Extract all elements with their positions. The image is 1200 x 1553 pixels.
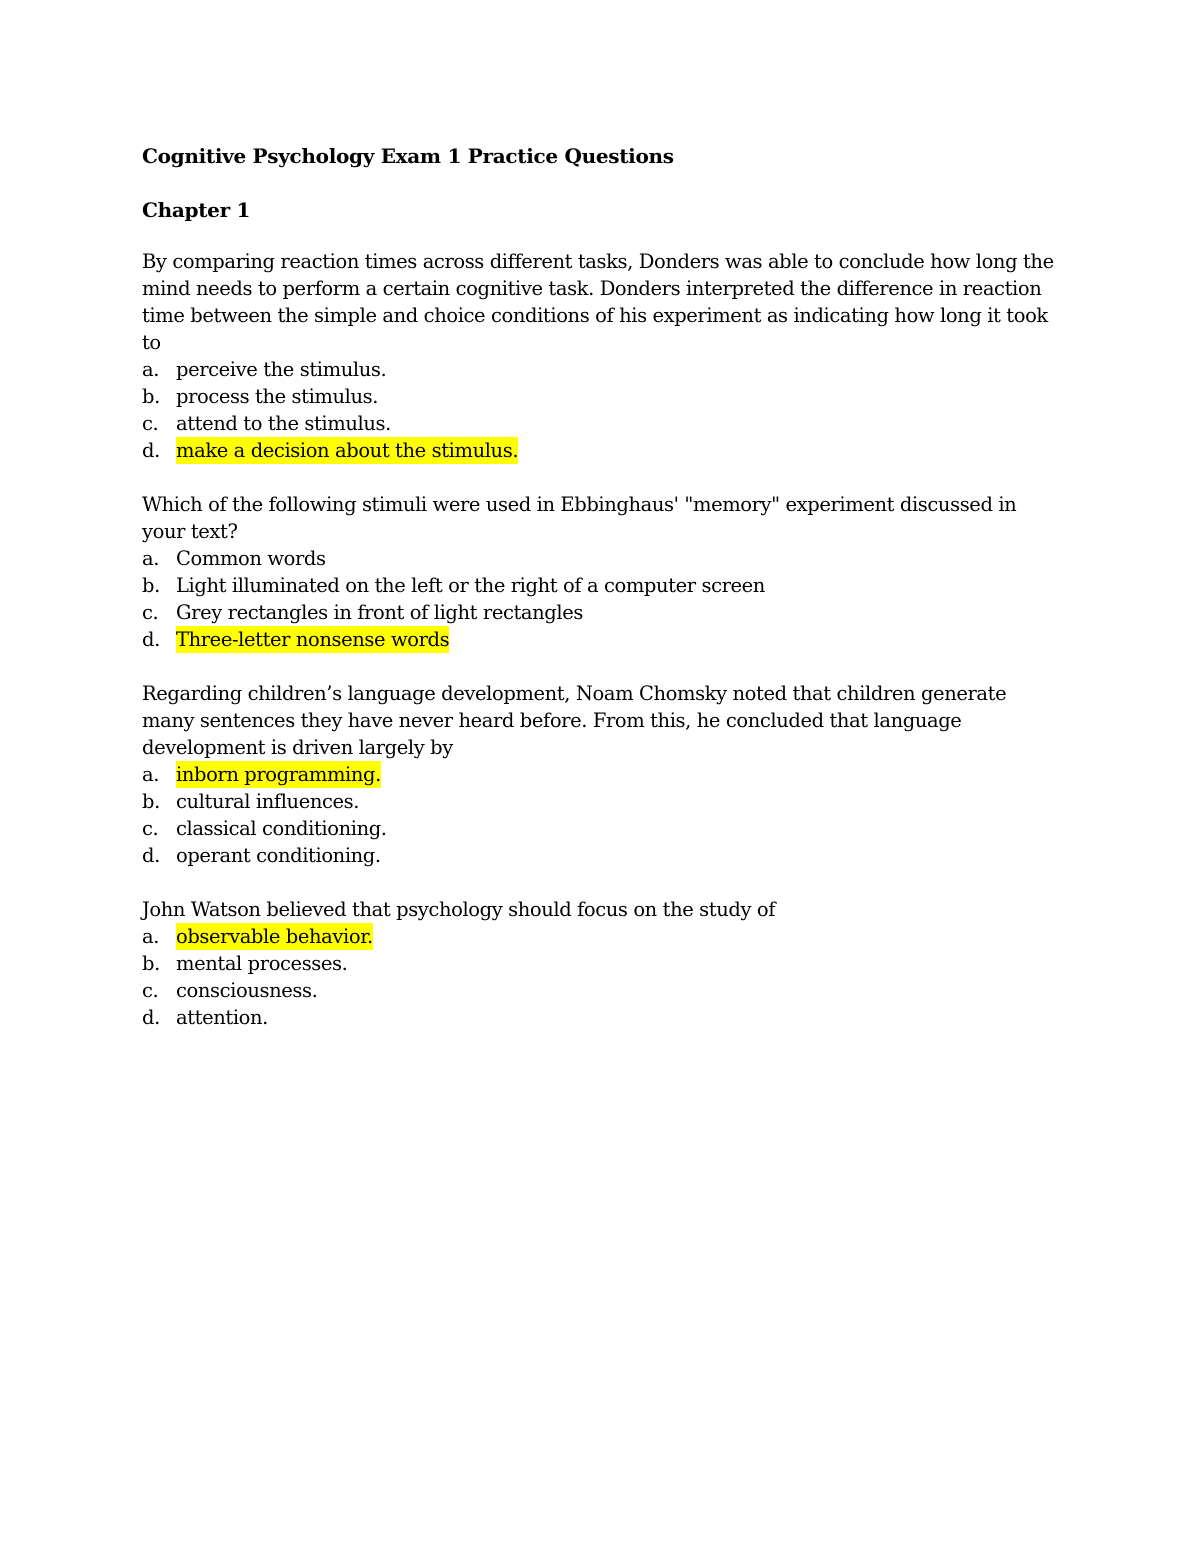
answer-option bbox=[142, 1004, 1062, 1031]
option-text: Common words bbox=[176, 547, 326, 570]
question-stem: By comparing reaction times across different tasks, Donders was able to conclude how long the mind needs to perform a certain cognitive task. Donders interpreted the difference in reaction time between the simple and choice conditions of his experiment as indicating how long it took to bbox=[142, 250, 1054, 354]
option-letter: b. bbox=[142, 385, 160, 408]
answer-option bbox=[142, 437, 1062, 464]
option-letter: a. bbox=[142, 925, 160, 948]
option-text: cultural influences. bbox=[176, 790, 360, 813]
answer-option bbox=[142, 923, 1062, 950]
option-letter: d. bbox=[142, 1006, 160, 1029]
option-letter: b. bbox=[142, 574, 160, 597]
question-4 bbox=[142, 896, 1062, 1031]
option-letter: a. bbox=[142, 763, 160, 786]
answer-option bbox=[142, 761, 1062, 788]
option-letter: c. bbox=[142, 601, 159, 624]
answer-option bbox=[142, 950, 1062, 977]
chapter-heading: Chapter 1 bbox=[142, 198, 251, 222]
option-text: Grey rectangles in front of light rectangles bbox=[176, 601, 583, 624]
question-stem: Regarding children’s language development, Noam Chomsky noted that children generate many sentences they have never heard before. From this, he concluded that language development is driven largely by bbox=[142, 682, 1007, 759]
answer-option bbox=[142, 545, 1062, 572]
option-letter: d. bbox=[142, 844, 160, 867]
question-2 bbox=[142, 491, 1062, 653]
option-letter: c. bbox=[142, 412, 159, 435]
option-letter: a. bbox=[142, 358, 160, 381]
option-letter: a. bbox=[142, 547, 160, 570]
answer-options bbox=[142, 545, 1062, 653]
option-letter: c. bbox=[142, 817, 159, 840]
option-text: process the stimulus. bbox=[176, 385, 379, 408]
question-stem: Which of the following stimuli were used in Ebbinghaus' "memory" experiment discussed in your text? bbox=[142, 493, 1017, 543]
question-stem: John Watson believed that psychology should focus on the study of bbox=[142, 898, 776, 921]
answer-option bbox=[142, 815, 1062, 842]
option-text: operant conditioning. bbox=[176, 844, 381, 867]
option-text: Light illuminated on the left or the right of a computer screen bbox=[176, 574, 765, 597]
option-text: attention. bbox=[176, 1006, 268, 1029]
option-text: mental processes. bbox=[176, 952, 348, 975]
question-3 bbox=[142, 680, 1062, 869]
option-letter: c. bbox=[142, 979, 159, 1002]
document-page bbox=[142, 140, 1062, 1058]
document-title: Cognitive Psychology Exam 1 Practice Questions bbox=[142, 144, 674, 168]
option-text: perceive the stimulus. bbox=[176, 358, 387, 381]
option-text: observable behavior. bbox=[176, 925, 373, 948]
answer-option bbox=[142, 788, 1062, 815]
answer-options bbox=[142, 356, 1062, 464]
option-text: Three-letter nonsense words bbox=[176, 628, 450, 651]
answer-option bbox=[142, 356, 1062, 383]
option-letter: b. bbox=[142, 790, 160, 813]
option-letter: d. bbox=[142, 628, 160, 651]
option-text: consciousness. bbox=[176, 979, 318, 1002]
question-1 bbox=[142, 248, 1062, 464]
option-text: inborn programming. bbox=[176, 763, 381, 786]
option-letter: d. bbox=[142, 439, 160, 462]
answer-option bbox=[142, 977, 1062, 1004]
option-text: make a decision about the stimulus. bbox=[176, 439, 519, 462]
option-letter: b. bbox=[142, 952, 160, 975]
answer-option bbox=[142, 410, 1062, 437]
option-text: classical conditioning. bbox=[176, 817, 387, 840]
answer-options bbox=[142, 923, 1062, 1031]
answer-option bbox=[142, 599, 1062, 626]
answer-options bbox=[142, 761, 1062, 869]
answer-option bbox=[142, 572, 1062, 599]
answer-option bbox=[142, 383, 1062, 410]
answer-option bbox=[142, 842, 1062, 869]
option-text: attend to the stimulus. bbox=[176, 412, 391, 435]
answer-option bbox=[142, 626, 1062, 653]
